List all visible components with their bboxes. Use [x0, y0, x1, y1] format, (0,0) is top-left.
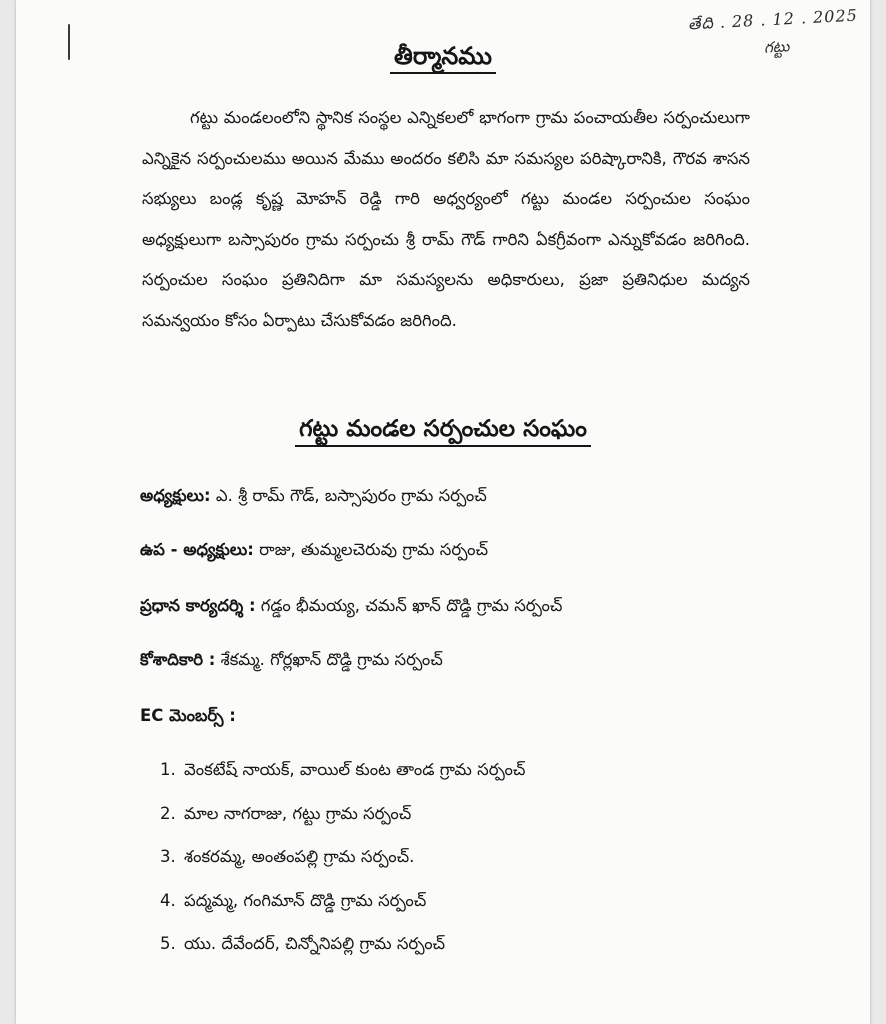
document-title-text: తీర్మానము: [390, 42, 496, 74]
role-value: ఎ. శ్రీ రామ్ గౌడ్, బస్సాపురం గ్రామ సర్పంచ్: [210, 486, 487, 505]
member-text: పద్మమ్మ, గంగిమాన్ దొడ్డి గ్రామ సర్పంచ్: [184, 890, 427, 910]
list-item: [160, 891, 525, 935]
member-text: వెంకటేష్ నాయక్, వాయిల్ కుంట తాండ గ్రామ సర్పంచ్: [184, 760, 526, 779]
role-president: [140, 486, 487, 509]
list-item: [160, 804, 525, 848]
member-text: యు. దేవేందర్, చిన్నోనిపల్లి గ్రామ సర్పంచ్: [184, 934, 446, 953]
list-item: [160, 760, 525, 804]
document-title: [0, 42, 886, 76]
member-text: మాల నాగరాజు, గట్టు గ్రామ సర్పంచ్: [184, 803, 412, 823]
association-heading-text: గట్టు మండల సర్పంచుల సంఘం: [295, 416, 591, 447]
member-text: శంకరమ్మ, అంతంపల్లి గ్రామ సర్పంచ్.: [184, 847, 415, 866]
list-number: 2.: [160, 803, 176, 823]
ec-members-label: [140, 706, 236, 729]
role-general-secretary: [140, 596, 562, 619]
scan-right-edge: [870, 0, 886, 1024]
role-value: గడ్డం భీమయ్య, చమన్ ఖాన్ దొడ్డి గ్రామ సర్పంచ్: [255, 596, 563, 615]
role-label: ఉప - అధ్యక్షులు:: [140, 540, 254, 559]
scan-left-edge: [0, 0, 16, 1024]
role-label: కోశాదికారి :: [140, 650, 216, 669]
handwritten-date: తేది . 28 . 12 . 2025: [687, 5, 859, 34]
ec-members-label-text: EC మెంబర్స్ :: [140, 706, 236, 725]
role-label: ప్రధాన కార్యదర్శి :: [140, 596, 256, 615]
association-heading: [0, 416, 886, 448]
list-number: 1.: [160, 760, 176, 779]
list-number: 3.: [160, 847, 176, 866]
list-number: 4.: [160, 890, 176, 910]
list-number: 5.: [160, 934, 176, 953]
role-value: శేకమ్మ. గోర్లఖాన్ దొడ్డి గ్రామ సర్పంచ్: [215, 650, 443, 669]
list-item: [160, 934, 525, 978]
role-vice-president: [140, 540, 488, 563]
list-item: [160, 847, 525, 891]
role-value: రాజు, తుమ్మలచెరువు గ్రామ సర్పంచ్: [253, 540, 488, 559]
ec-members-list: [160, 760, 525, 978]
role-treasurer: [140, 650, 443, 673]
role-label: అధ్యక్షులు:: [140, 486, 211, 505]
handwritten-place: గట్టు: [763, 37, 790, 57]
resolution-paragraph: గట్టు మండలంలోని స్థానిక సంస్థల ఎన్నికలలో భాగంగా గ్రామ పంచాయతీల సర్పంచులుగా ఎన్నికైన సర్పంచులము అయిన మేము అందరం కలిసి మా సమస్యల పరిష్కారానికి, గౌరవ శాసన సభ్యులు బండ్ల కృష్ణ మోహన్ రెడ్డి గారి అధ్వర్యంలో గట్టు మండల సర్పంచుల సంఘం అధ్యక్షులుగా బస్సాపురం గ్రామ సర్పంచు శ్రీ రామ్ గౌడ్ గారిని ఏకగ్రీవంగా ఎన్నుకోవడం జరిగింది. సర్పంచుల సంఘం ప్రతినిదిగా మా సమస్యలను అధికారులు, ప్రజా ప్రతినిధుల మద్యన సమన్వయం కోసం ఏర్పాటు చేసుకోవడం జరిగింది.: [142, 108, 750, 330]
